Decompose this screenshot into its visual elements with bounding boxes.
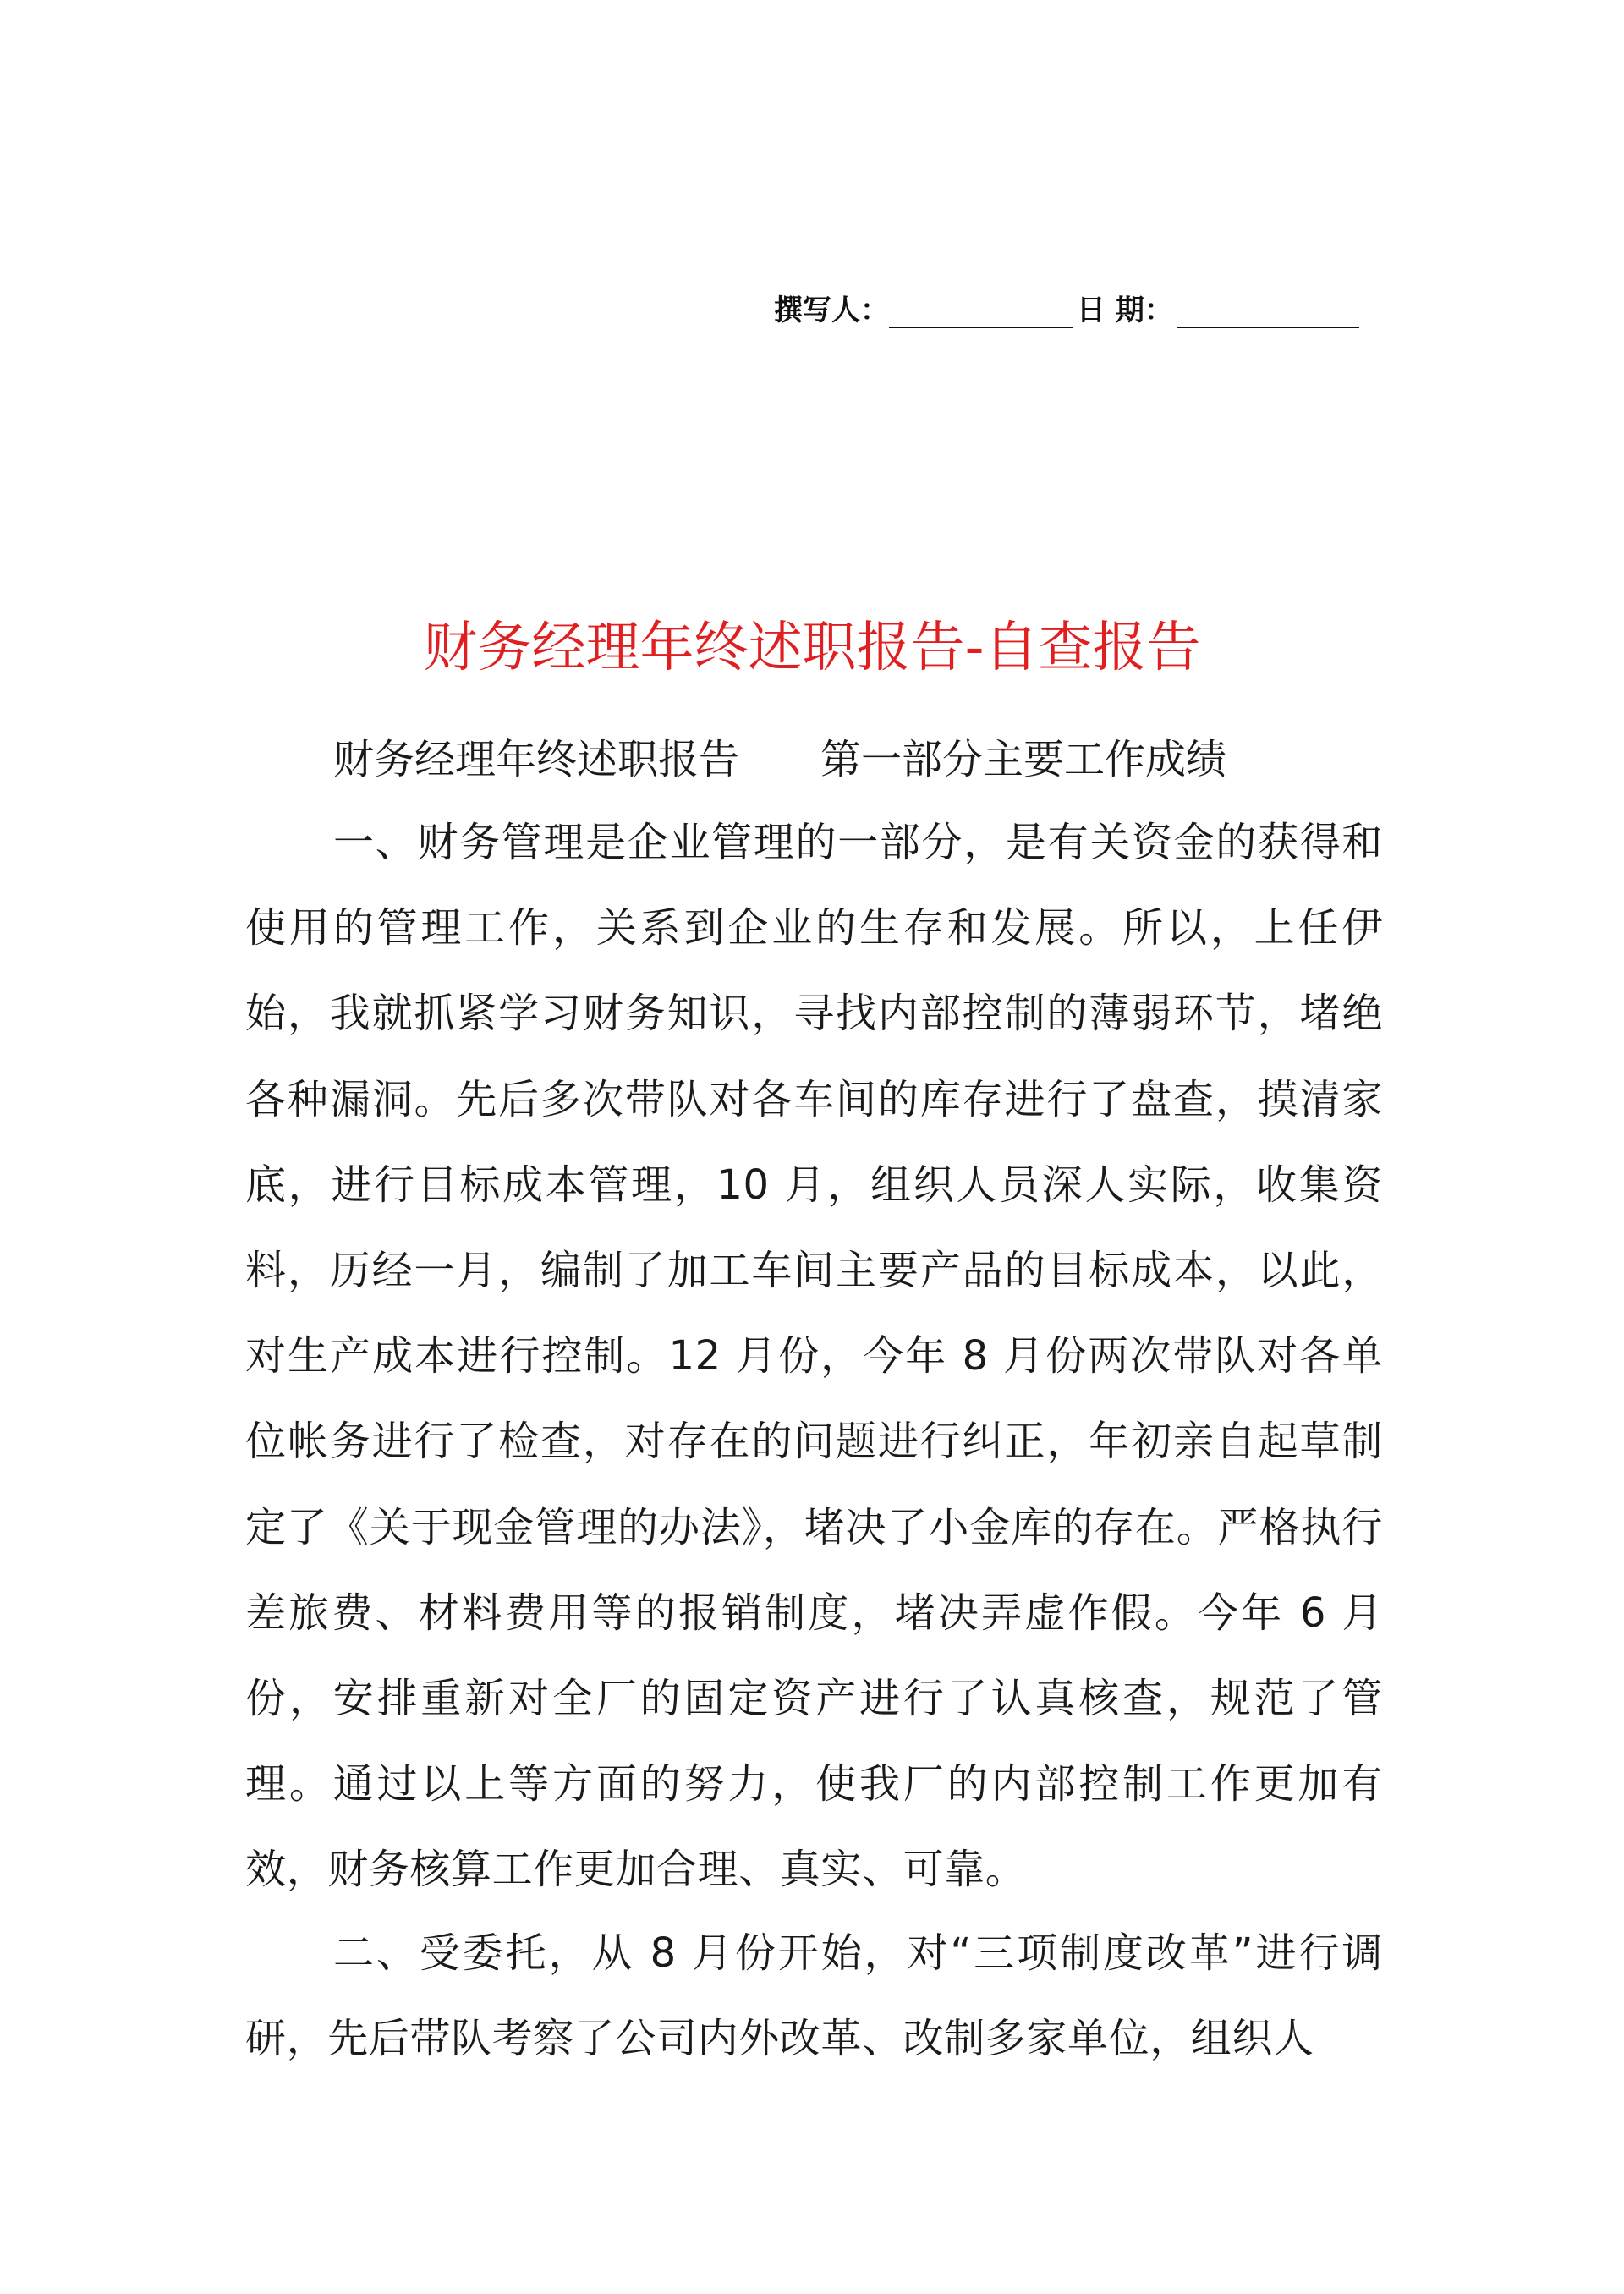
- document-subtitle: 财务经理年终述职报告 第一部分主要工作成绩: [333, 736, 1227, 783]
- document-title: 财务经理年终述职报告-自查报告: [423, 617, 1201, 679]
- author-blank-field[interactable]: [889, 293, 1073, 328]
- date-label: 日 期：: [1077, 294, 1173, 327]
- author-date-line: [774, 281, 1383, 328]
- author-label: 撰写人：: [774, 294, 889, 327]
- date-blank-field[interactable]: [1177, 293, 1359, 328]
- body-paragraph-1: 一、财务管理是企业管理的一部分，是有关资金的获得和使用的管理工作，关系到企业的生存和发展。所以，上任伊始，我就抓紧学习财务知识，寻找内部控制的薄弱环节，堵绝各种漏洞。先后多次带队对各车间的库存进行了盘查，摸清家底，进行目标成本管理，10 月，组织人员深人实际，收集资料，历经一月，编制了加工车间主要产品的目标成本，以此，对生产成本进行控制。12 月份，今年 8 月份两次带队对各单位帐务进行了检查，对存在的问题进行纠正，年初亲自起草制定了《关于现金管理的办法》，堵决了小金库的存在。严格执行差旅费、材料费用等的报销制度，堵决弄虚作假。今年 6 月份，安排重新对全厂的固定资产进行了认真核查，规范了管理。通过以上等方面的努力，使我厂的内部控制工作更加有效，财务核算工作更加合理、真实、可靠。: [245, 819, 1383, 1894]
- body-paragraph-2: 二、受委托，从 8 月份开始，对“三项制度改革”进行调研，先后带队考察了公司内外改革、改制多家单位，组织人: [245, 1929, 1383, 2063]
